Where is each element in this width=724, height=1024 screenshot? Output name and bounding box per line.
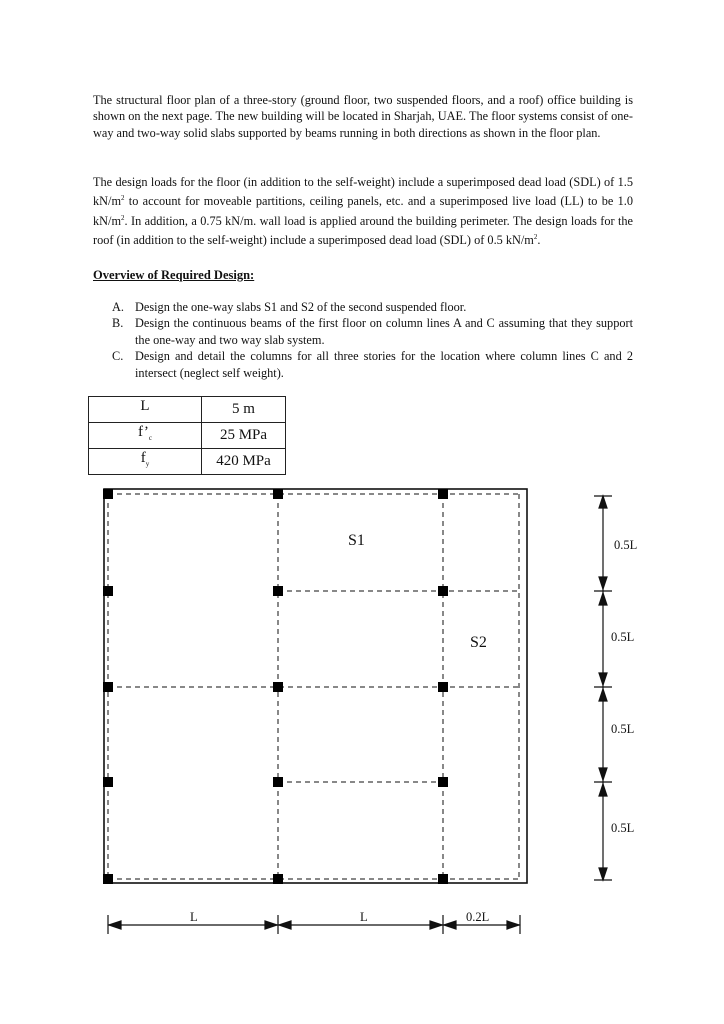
superscript-2: 2 bbox=[121, 194, 125, 203]
column bbox=[103, 586, 113, 596]
loads-text-3: . In addition, a 0.75 kN/m. wall load is applied around the building perimeter. The design loads for the roof (in addition to the self-weight) include a superimposed dead load (SDL) of 0.5 kN/m bbox=[93, 214, 633, 248]
dim-label: 0.2L bbox=[466, 910, 490, 924]
loads-text-4: . bbox=[537, 233, 541, 248]
column bbox=[273, 586, 283, 596]
property-symbol: $f’_c$ bbox=[89, 423, 202, 449]
column bbox=[103, 874, 113, 884]
list-marker: A. bbox=[112, 300, 124, 314]
column bbox=[273, 777, 283, 787]
list-item bbox=[112, 315, 633, 348]
column bbox=[103, 777, 113, 787]
list-item bbox=[112, 299, 633, 315]
superscript-2: 2 bbox=[533, 233, 538, 242]
list-item-text: Design the continuous beams of the first floor on column lines A and C assuming that they support the one-way and two way slab system. bbox=[135, 316, 633, 347]
requirements-list bbox=[112, 299, 633, 381]
column bbox=[103, 489, 113, 499]
slab-label-s2: S2 bbox=[470, 634, 487, 651]
dim-label: 0.5L bbox=[611, 630, 635, 644]
superscript-2: 2 bbox=[121, 213, 125, 222]
property-value: 420 MPa bbox=[202, 449, 286, 475]
property-symbol: L bbox=[89, 397, 202, 423]
dim-label: 0.5L bbox=[611, 722, 635, 736]
list-item-text: Design the one-way slabs S1 and S2 of the second suspended floor. bbox=[135, 300, 467, 314]
column bbox=[273, 682, 283, 692]
table-row bbox=[89, 397, 286, 423]
column bbox=[273, 489, 283, 499]
slab-outline bbox=[104, 489, 527, 883]
intro-paragraph-1: The structural floor plan of a three-story (ground floor, two suspended floors, and a roof) office building is shown on the next page. The new building will be located in Sharjah, UAE. The floor systems consist of one-way and two-way solid slabs supported by beams running in both directions as shown in the floor plan. bbox=[93, 93, 633, 140]
material-properties-table bbox=[88, 396, 286, 475]
property-value: 25 MPa bbox=[202, 423, 286, 449]
property-value: 5 m bbox=[202, 397, 286, 423]
floor-plan-drawing bbox=[0, 470, 724, 940]
column bbox=[438, 874, 448, 884]
horizontal-dimension bbox=[108, 915, 520, 934]
column bbox=[438, 682, 448, 692]
property-symbol: $f_y$ bbox=[89, 449, 202, 475]
dim-label: L bbox=[360, 910, 368, 924]
vertical-dimension bbox=[594, 496, 612, 880]
beam-lines bbox=[108, 494, 519, 879]
slab-label-s1: S1 bbox=[348, 532, 365, 549]
list-marker: B. bbox=[112, 316, 124, 331]
loads-text-1: The design loads for the floor (in addition to the self-weight) include a superimposed dead load (SDL) of 1.5 kN/m bbox=[93, 175, 633, 209]
dim-label: 0.5L bbox=[614, 538, 638, 552]
column bbox=[438, 777, 448, 787]
loads-text-2: to account for moveable partitions, ceiling panels, etc. and a superimposed live load (LL) to be 1.0 kN/m bbox=[93, 194, 633, 228]
dim-label: L bbox=[190, 910, 198, 924]
table-row bbox=[89, 423, 286, 449]
column bbox=[438, 586, 448, 596]
column bbox=[273, 874, 283, 884]
list-marker: C. bbox=[112, 349, 124, 364]
intro-paragraph-2 bbox=[93, 174, 633, 249]
list-item bbox=[112, 348, 633, 381]
column bbox=[103, 682, 113, 692]
list-item-text: Design and detail the columns for all three stories for the location where column lines C and 2 intersect (neglect self weight). bbox=[135, 349, 633, 380]
column bbox=[438, 489, 448, 499]
overview-heading: Overview of Required Design: bbox=[93, 268, 255, 282]
dim-label: 0.5L bbox=[611, 821, 635, 835]
